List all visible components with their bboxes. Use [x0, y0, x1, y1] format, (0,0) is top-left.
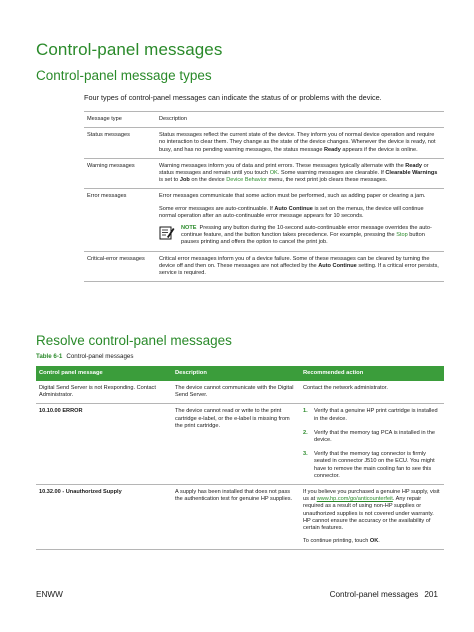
table-header-row	[36, 366, 444, 381]
type-label: Critical-error messages	[87, 255, 145, 262]
header-recommended-action: Recommended action	[303, 370, 364, 376]
note-label: NOTE	[181, 225, 197, 232]
device-behavior-link[interactable]: Device Behavior	[226, 177, 267, 184]
description-cell: The device cannot communicate with the Digital Send Server.	[175, 385, 294, 399]
action-cell: Contact the network administrator.	[303, 385, 388, 391]
page-title: Control-panel messages	[36, 40, 223, 59]
section-title-message-types: Control-panel message types	[36, 68, 212, 83]
action-step: 3. Verify that the memory tag connector is firmly seated in connector J510 on the ECU. You might have to remove the main cooling fan to see this connector.	[303, 451, 435, 479]
action-paragraph: If you believe you purchased a genuine HP supply, visit us at www.hp.com/go/anticounterfeit. Any repair required as a result of using non-HP supplies or unauthorized supplies is not covered under warranty. HP cannot ensure the accuracy or the availability of certain features.	[303, 489, 440, 532]
ok-link[interactable]: OK	[269, 170, 278, 177]
note-block	[159, 225, 440, 247]
message-cell: 10.10.00 ERROR	[39, 408, 83, 415]
note-text: NOTE Pressing any button during the 10-second auto-continuable error message overrides the auto-continue feature, and the button function takes precedence. For example, pressing the Stop button pauses printing and offers the option to cancel the print job.	[181, 225, 432, 246]
message-cell: 10.32.00 - Unauthorized Supply	[39, 489, 122, 496]
stop-link[interactable]: Stop	[396, 232, 408, 239]
header-control-panel-message: Control panel message	[39, 370, 103, 376]
action-cell	[300, 404, 444, 484]
table-row	[36, 404, 444, 485]
action-step: 2. Verify that the memory tag PCA is installed in the device.	[303, 429, 435, 444]
table-caption	[36, 353, 133, 360]
page-number: 201	[424, 590, 438, 599]
message-types-table	[84, 111, 444, 282]
action-cell	[300, 485, 444, 549]
intro-paragraph: Four types of control-panel messages can indicate the status of or problems with the device.	[84, 93, 382, 102]
description-cell: The device cannot read or write to the print cartridge e-label, or the e-label is missing from the print cartridge.	[175, 408, 290, 429]
type-description: Warning messages inform you of data and print errors. These messages typically alternate with the Ready or status messages and remain until you touch OK. Some warning messages are clearable. If Clearable Warnings is set to Job on the device Device Behavior menu, the next print job clears these messages.	[159, 162, 438, 184]
note-pencil-icon	[159, 225, 175, 240]
footer-section: Control-panel messages	[329, 590, 419, 599]
page-footer	[36, 590, 438, 599]
error-paragraph-1: Error messages communicate that some action must be performed, such as adding paper or clearing a jam.	[159, 193, 426, 200]
table-row-status	[84, 128, 444, 159]
footer-left: ENWW	[36, 590, 63, 599]
table-number: Table 6-1	[36, 353, 63, 360]
error-paragraph-2: Some error messages are auto-continuable. If Auto Continue is set on the menus, the device will continue normal operation after an auto-continuable error message appears for 10 seconds.	[159, 205, 424, 219]
type-description	[153, 189, 444, 250]
action-step: 1. Verify that a genuine HP print cartridge is installed in the device.	[303, 408, 438, 422]
type-description: Status messages reflect the current state of the device. They inform you of normal device operation and require no interaction to clear them. They change as the state of the device changes. Whenever the device is ready, not busy, and has no pending warning messages, the status message Ready appears if the device is online.	[159, 132, 436, 153]
type-label: Status messages	[87, 132, 130, 139]
section-title-resolve: Resolve control-panel messages	[36, 333, 232, 348]
table-row	[36, 485, 444, 550]
table-row-warning	[84, 159, 444, 190]
action-paragraph: To continue printing, touch OK.	[303, 538, 380, 545]
table-row	[36, 381, 444, 404]
footer-right	[330, 590, 438, 599]
message-cell: Digital Send Server is not Responding. Contact Administrator.	[39, 385, 156, 399]
table-row-critical	[84, 252, 444, 283]
table-header-row	[84, 111, 444, 128]
type-label: Warning messages	[87, 162, 135, 169]
description-cell: A supply has been installed that does not pass the authentication test for genuine HP supplies.	[175, 489, 293, 503]
header-description: Description	[175, 370, 207, 376]
anticounterfeit-link[interactable]: www.hp.com/go/anticounterfeit	[316, 496, 393, 503]
type-description: Critical error messages inform you of a device failure. Some of these messages can be cleared by turning the device off and then on. These messages are not affected by the Auto Continue setting. If a critical error persists, service is required.	[159, 255, 439, 277]
header-message-type: Message type	[87, 116, 122, 122]
table-row-error	[84, 189, 444, 251]
header-description: Description	[159, 116, 187, 122]
table-caption-text: Control-panel messages	[66, 353, 134, 360]
type-label: Error messages	[87, 193, 127, 200]
control-panel-messages-table	[36, 366, 444, 550]
